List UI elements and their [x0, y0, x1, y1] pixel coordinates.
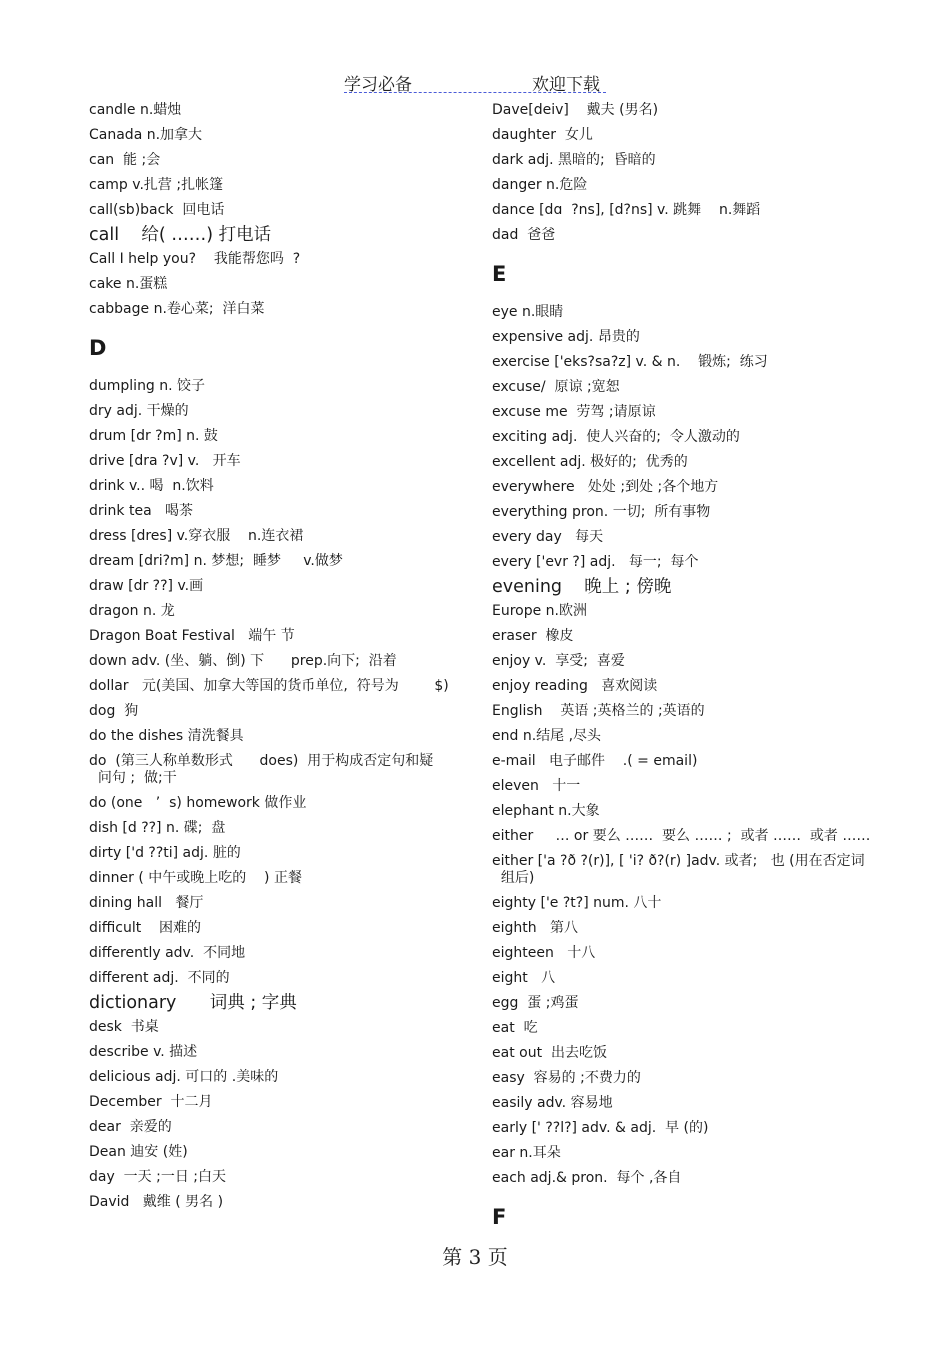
vocab-entry: dollar 元(美国、加拿大等国的货币单位, 符号为 $)	[89, 678, 449, 694]
vocab-entry: dish [d ??] n. 碟; 盘	[89, 820, 226, 836]
vocab-entry: early [' ??l?] adv. & adj. 早 (的)	[492, 1120, 709, 1136]
vocab-entry: dirty ['d ??ti] adj. 脏的	[89, 845, 241, 861]
vocab-entry: excellent adj. 极好的; 优秀的	[492, 454, 688, 470]
vocab-entry: easy 容易的 ;不费力的	[492, 1070, 641, 1086]
vocab-entry: excuse me 劳驾 ;请原谅	[492, 404, 656, 420]
vocab-entry: dark adj. 黑暗的; 昏暗的	[492, 152, 656, 168]
vocab-entry: do (第三人称单数形式 does) 用于构成否定句和疑 问句 ; 做;干	[89, 753, 434, 786]
vocab-entry: dad 爸爸	[492, 227, 556, 243]
page-number: 第 3 页	[442, 1245, 508, 1269]
vocab-entry: dress [dres] v.穿衣服 n.连衣裙	[89, 528, 304, 544]
vocab-entry: egg 蛋 ;鸡蛋	[492, 995, 579, 1011]
vocab-entry: can 能 ;会	[89, 152, 161, 168]
vocab-entry: excuse/ 原谅 ;宽恕	[492, 379, 620, 395]
vocab-entry: elephant n.大象	[492, 803, 600, 819]
vocab-entry: do the dishes 清洗餐具	[89, 728, 244, 744]
vocab-entry: do (one ’ s) homework 做作业	[89, 795, 307, 811]
vocab-entry: dance [dɑ ?ns], [d?ns] v. 跳舞 n.舞蹈	[492, 202, 761, 218]
vocab-entry: eighty ['e ?t?] num. 八十	[492, 895, 662, 911]
vocab-entry: eighteen 十八	[492, 945, 596, 961]
vocab-entry: different adj. 不同的	[89, 970, 230, 986]
vocab-entry: eye n.眼睛	[492, 304, 564, 320]
vocab-entry: enjoy reading 喜欢阅读	[492, 678, 658, 694]
vocab-entry: drink v.. 喝 n.饮料	[89, 478, 214, 494]
vocab-entry: eight 八	[492, 970, 556, 986]
vocab-entry: danger n.危险	[492, 177, 588, 193]
vocab-entry: David 戴维 ( 男名 )	[89, 1194, 224, 1210]
vocab-entry: end n.结尾 ,尽头	[492, 728, 602, 744]
vocab-entry: drink tea 喝茶	[89, 503, 193, 519]
vocab-entry: dry adj. 干燥的	[89, 403, 189, 419]
vocab-entry: eleven 十一	[492, 778, 581, 794]
vocab-entry: day 一天 ;一日 ;白天	[89, 1169, 226, 1185]
vocab-entry: English 英语 ;英格兰的 ;英语的	[492, 703, 705, 719]
vocab-entry: everything pron. 一切; 所有事物	[492, 504, 711, 520]
vocab-entry: Dragon Boat Festival 端午 节	[89, 628, 295, 644]
vocab-entry: Call I help you? 我能帮您吗 ?	[89, 251, 301, 267]
header-left-text: 学习必备	[344, 75, 412, 95]
vocab-entry: each adj.& pron. 每个 ,各自	[492, 1170, 682, 1186]
vocab-entry: dining hall 餐厅	[89, 895, 204, 911]
vocab-entry: Dean 迪安 (姓)	[89, 1144, 188, 1160]
vocab-entry: dog 狗	[89, 703, 139, 719]
vocab-entry: ear n.耳朵	[492, 1145, 561, 1161]
vocab-entry: dumpling n. 饺子	[89, 378, 206, 394]
section-letter-heading: E	[492, 262, 507, 286]
vocab-entry: eat 吃	[492, 1020, 538, 1036]
vocab-entry: eat out 出去吃饭	[492, 1045, 607, 1061]
vocab-entry: every day 每天	[492, 529, 604, 545]
vocab-entry: down adv. (坐、躺、倒) 下 prep.向下; 沿着	[89, 653, 397, 669]
vocab-entry: eighth 第八	[492, 920, 578, 936]
vocab-entry: expensive adj. 昂贵的	[492, 329, 640, 345]
vocab-entry: eraser 橡皮	[492, 628, 574, 644]
vocab-entry: evening 晚上 ; 傍晚	[492, 577, 672, 597]
vocab-entry: Dave[deiv] 戴夫 (男名)	[492, 102, 659, 118]
vocab-entry: daughter 女儿	[492, 127, 593, 143]
vocab-entry: dictionary 词典 ; 字典	[89, 993, 297, 1013]
vocab-entry: every ['evr ?] adj. 每一; 每个	[492, 554, 699, 570]
left-column	[89, 98, 469, 1215]
vocab-entry: delicious adj. 可口的 .美味的	[89, 1069, 279, 1085]
vocab-entry: camp v.扎营 ;扎帐篷	[89, 177, 224, 193]
page-header	[344, 70, 606, 93]
vocab-entry: dragon n. 龙	[89, 603, 175, 619]
vocab-entry: everywhere 处处 ;到处 ;各个地方	[492, 479, 719, 495]
vocab-entry: Europe n.欧洲	[492, 603, 588, 619]
vocab-entry: Canada n.加拿大	[89, 127, 203, 143]
vocab-entry: either … or 要么 …… 要么 …… ; 或者 …… 或者 ……	[492, 828, 871, 844]
vocab-entry: cabbage n.卷心菜; 洋白菜	[89, 301, 265, 317]
vocab-entry: e-mail 电子邮件 .( = email)	[492, 753, 698, 769]
vocab-entry: draw [dr ??] v.画	[89, 578, 204, 594]
vocab-entry: dinner ( 中午或晚上吃的 ) 正餐	[89, 870, 302, 886]
vocab-entry: dear 亲爱的	[89, 1119, 172, 1135]
vocab-entry: easily adv. 容易地	[492, 1095, 613, 1111]
vocab-entry: differently adv. 不同地	[89, 945, 246, 961]
section-letter-heading: F	[492, 1205, 507, 1229]
vocab-entry: desk 书桌	[89, 1019, 159, 1035]
right-column	[492, 98, 912, 1243]
vocab-entry: candle n.蜡烛	[89, 102, 182, 118]
vocab-entry: difficult 困难的	[89, 920, 202, 936]
section-letter-heading: D	[89, 336, 107, 360]
vocab-entry: exercise ['eks?sa?z] v. & n. 锻炼; 练习	[492, 354, 768, 370]
vocab-entry: describe v. 描述	[89, 1044, 198, 1060]
vocab-entry: enjoy v. 享受; 喜爱	[492, 653, 625, 669]
vocab-entry: exciting adj. 使人兴奋的; 令人激动的	[492, 429, 740, 445]
vocab-entry: cake n.蛋糕	[89, 276, 168, 292]
vocab-entry: drum [dr ?m] n. 鼓	[89, 428, 218, 444]
vocab-entry: December 十二月	[89, 1094, 213, 1110]
vocab-entry: call 给( ……) 打电话	[89, 225, 272, 245]
vocab-entry: drive [dra ?v] v. 开车	[89, 453, 241, 469]
vocab-entry: call(sb)back 回电话	[89, 202, 225, 218]
vocab-entry: dream [dri?m] n. 梦想; 睡梦 v.做梦	[89, 553, 343, 569]
vocab-entry: either ['a ?ð ?(r)], [ 'i? ð?(r) ]adv. 或者; 也 (用在否定词 组后)	[492, 853, 865, 886]
header-right-text: 欢迎下载	[532, 75, 600, 95]
